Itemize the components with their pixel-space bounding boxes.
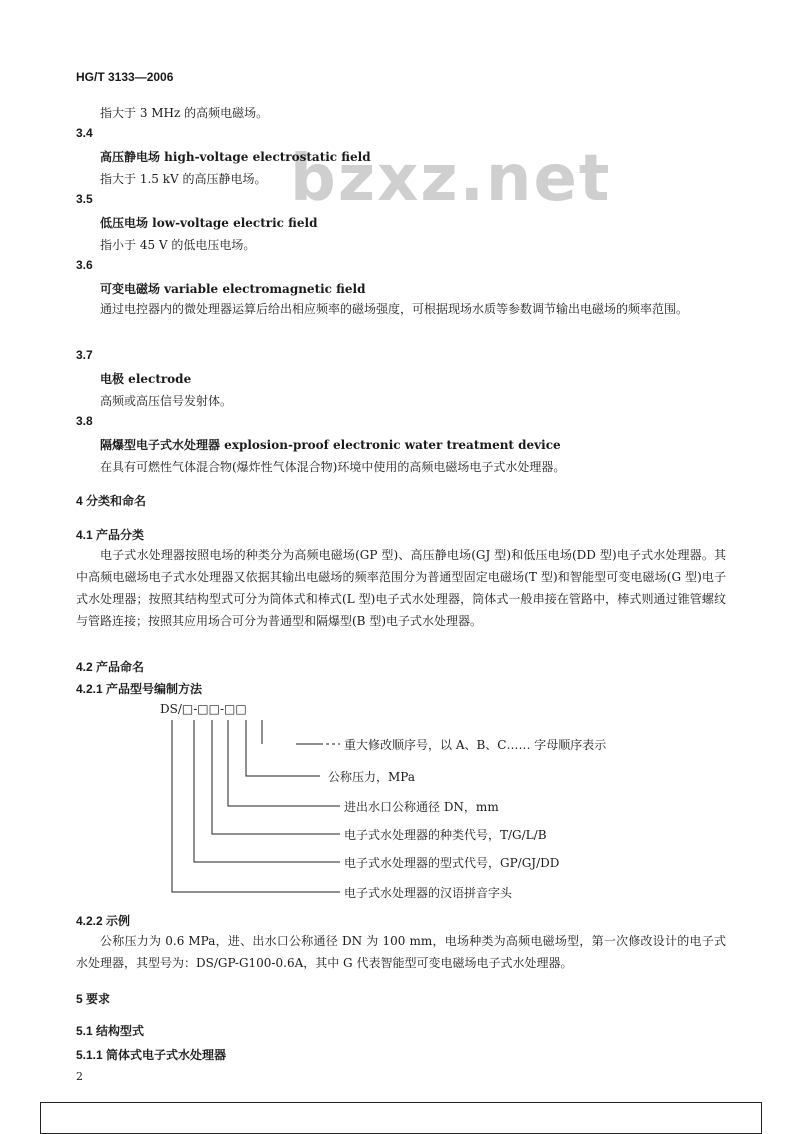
clause-number-3-8: 3.8 bbox=[76, 414, 93, 428]
section-5-1-title: 5.1 结构型式 bbox=[76, 1024, 145, 1038]
section-5-title: 5 要求 bbox=[76, 992, 111, 1006]
standard-number-header: HG/T 3133—2006 bbox=[76, 70, 174, 84]
model-code: DS/□-□□-□□ bbox=[160, 702, 247, 716]
section-5-1-1-title: 5.1.1 筒体式电子式水处理器 bbox=[76, 1048, 227, 1062]
definition-3-7-text: 高频或高压信号发射体。 bbox=[100, 394, 233, 408]
term-3-8: 隔爆型电子式水处理器 explosion-proof electronic water treatment device bbox=[100, 438, 561, 452]
section-4-2-2-text: 公称压力为 0.6 MPa，进、出水口公称通径 DN 为 100 mm，电场种类为高频电磁场型，第一次修改设计的电子式水处理器，其型号为：DS/GP-G100-0.6A，其中 G 代表智能型可变电磁场电子式水处理器。 bbox=[76, 934, 726, 970]
leader-line-form-code bbox=[194, 720, 340, 862]
diagram-label-pinyin: 电子式水处理器的汉语拼音字头 bbox=[344, 886, 513, 900]
clause-number-3-6: 3.6 bbox=[76, 258, 93, 272]
section-4-1-title: 4.1 产品分类 bbox=[76, 528, 145, 542]
diagram-label-type-code: 电子式水处理器的种类代号，T/G/L/B bbox=[344, 828, 547, 842]
definition-3-8-text: 在具有可燃性气体混合物(爆炸性气体混合物)环境中使用的高频电磁场电子式水处理器。 bbox=[100, 460, 566, 474]
term-3-6: 可变电磁场 variable electromagnetic field bbox=[100, 282, 366, 296]
leader-line-diameter bbox=[228, 720, 340, 806]
definition-3-3-text: 指大于 3 MHz 的高频电磁场。 bbox=[100, 106, 269, 120]
bottom-border-box bbox=[40, 1102, 762, 1134]
section-4-1-text: 电子式水处理器按照电场的种类分为高频电磁场(GP 型)、高压静电场(GJ 型)和低压电场(DD 型)电子式水处理器。其中高频电磁场电子式水处理器又依据其输出电磁场的频率范围分为普通型固定电磁场(T 型)和智能型可变电磁场(G 型)电子式水处理器；按照其结构型式可分为筒体式和棒式(L 型)电子式水处理器，筒体式一般串接在管路中，棒式则通过锥管螺纹与管路连接；按照其应用场合可分为普通型和隔爆型(B 型)电子式水处理器。 bbox=[76, 548, 726, 628]
diagram-label-form-code: 电子式水处理器的型式代号，GP/GJ/DD bbox=[344, 856, 560, 870]
term-3-7: 电极 electrode bbox=[100, 372, 192, 386]
definition-3-6-text: 通过电控器内的微处理器运算后给出相应频率的磁场强度，可根据现场水质等参数调节输出电磁场的频率范围。 bbox=[100, 302, 689, 316]
term-3-4: 高压静电场 high-voltage electrostatic field bbox=[100, 150, 371, 164]
diagram-label-pressure: 公称压力，MPa bbox=[328, 770, 415, 784]
section-4-2-title: 4.2 产品命名 bbox=[76, 660, 145, 674]
term-3-5: 低压电场 low-voltage electric field bbox=[100, 216, 318, 230]
clause-number-3-7: 3.7 bbox=[76, 348, 93, 362]
clause-number-3-4: 3.4 bbox=[76, 126, 93, 140]
watermark: bzxz.net bbox=[290, 142, 612, 216]
section-4-2-2-title: 4.2.2 示例 bbox=[76, 914, 131, 928]
leader-line-revision bbox=[262, 720, 320, 744]
page-number: 2 bbox=[76, 1070, 83, 1083]
diagram-label-diameter: 进出水口公称通径 DN，mm bbox=[344, 800, 499, 814]
diagram-label-revision: 重大修改顺序号，以 A、B、C…… 字母顺序表示 bbox=[344, 738, 607, 752]
leader-line-type-code bbox=[212, 720, 340, 834]
definition-3-5-text: 指小于 45 V 的低电压电场。 bbox=[100, 238, 256, 252]
leader-line-pressure bbox=[246, 720, 320, 776]
clause-number-3-5: 3.5 bbox=[76, 192, 93, 206]
definition-3-4-text: 指大于 1.5 kV 的高压静电场。 bbox=[100, 172, 267, 186]
section-4-2-1-title: 4.2.1 产品型号编制方法 bbox=[76, 682, 203, 696]
section-4-title: 4 分类和命名 bbox=[76, 494, 147, 508]
